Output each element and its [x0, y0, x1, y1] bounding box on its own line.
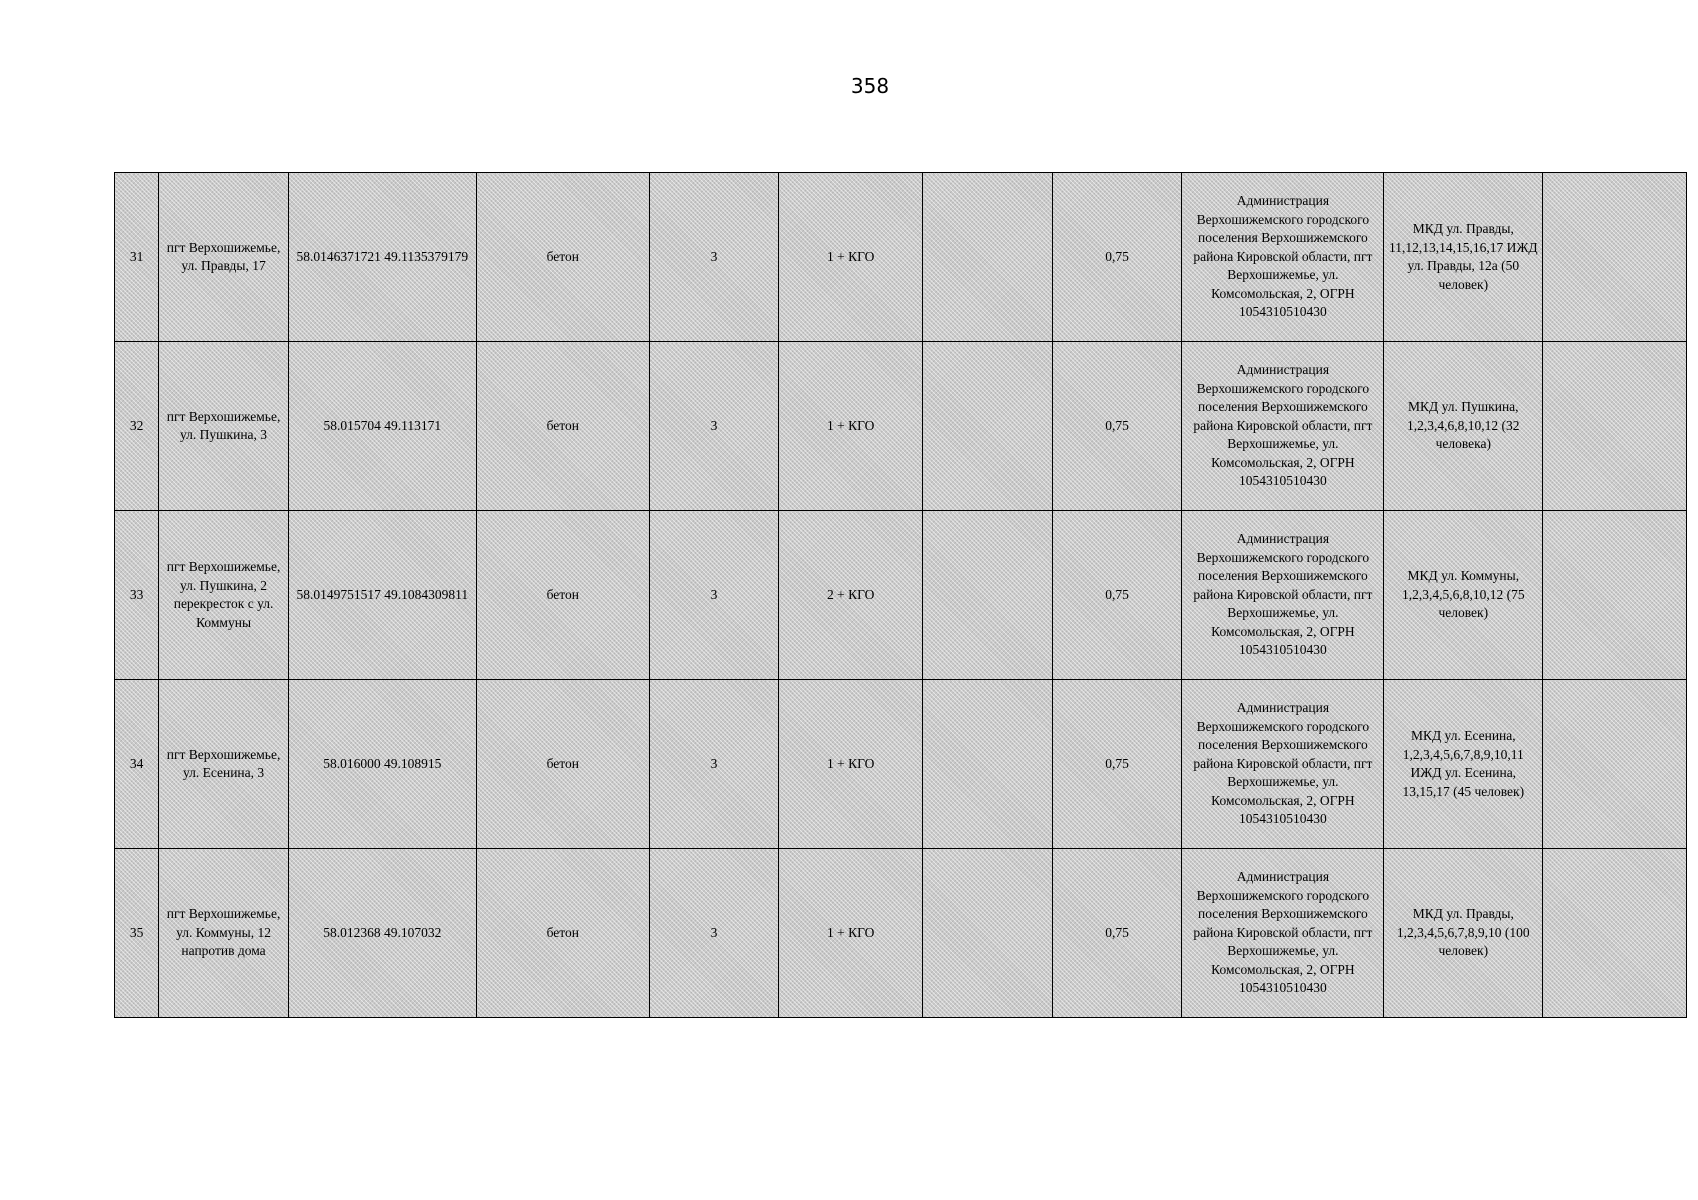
cell-volume: 0,75: [1052, 511, 1182, 680]
cell-volume: 0,75: [1052, 849, 1182, 1018]
cell-containers: 2 + КГО: [779, 511, 923, 680]
cell-address: пгт Верхошижемье, ул. Пушкина, 2 перекресток с ул. Коммуны: [159, 511, 289, 680]
cell-containers: 1 + КГО: [779, 173, 923, 342]
table-row: [115, 173, 1687, 342]
cell-surface: бетон: [476, 173, 649, 342]
cell-coordinates: 58.015704 49.113171: [288, 342, 476, 511]
cell-owner: Администрация Верхошижемского городского поселения Верхошижемского района Кировской области, пгт Верхошижемье, ул. Комсомольская, 2, ОГРН 1054310510430: [1182, 680, 1384, 849]
cell-empty: [923, 849, 1053, 1018]
cell-empty: [923, 173, 1053, 342]
cell-area: 3: [649, 173, 779, 342]
cell-area: 3: [649, 680, 779, 849]
cell-empty: [923, 680, 1053, 849]
page-number: 358: [850, 74, 890, 98]
cell-volume: 0,75: [1052, 680, 1182, 849]
cell-number: 33: [115, 511, 159, 680]
cell-waste-sources: МКД ул. Правды, 11,12,13,14,15,16,17 ИЖД ул. Правды, 12а (50 человек): [1384, 173, 1543, 342]
cell-owner: Администрация Верхошижемского городского поселения Верхошижемского района Кировской области, пгт Верхошижемье, ул. Комсомольская, 2, ОГРН 1054310510430: [1182, 173, 1384, 342]
table-row: [115, 680, 1687, 849]
cell-address: пгт Верхошижемье, ул. Правды, 17: [159, 173, 289, 342]
cell-extra: [1543, 342, 1687, 511]
cell-coordinates: 58.012368 49.107032: [288, 849, 476, 1018]
cell-empty: [923, 342, 1053, 511]
cell-number: 32: [115, 342, 159, 511]
cell-containers: 1 + КГО: [779, 342, 923, 511]
cell-containers: 1 + КГО: [779, 849, 923, 1018]
cell-area: 3: [649, 342, 779, 511]
cell-waste-sources: МКД ул. Пушкина, 1,2,3,4,6,8,10,12 (32 человека): [1384, 342, 1543, 511]
cell-waste-sources: МКД ул. Коммуны, 1,2,3,4,5,6,8,10,12 (75 человек): [1384, 511, 1543, 680]
cell-extra: [1543, 849, 1687, 1018]
cell-number: 35: [115, 849, 159, 1018]
table-row: [115, 511, 1687, 680]
cell-surface: бетон: [476, 342, 649, 511]
cell-address: пгт Верхошижемье, ул. Пушкина, 3: [159, 342, 289, 511]
table-row: [115, 849, 1687, 1018]
cell-owner: Администрация Верхошижемского городского поселения Верхошижемского района Кировской области, пгт Верхошижемье, ул. Комсомольская, 2, ОГРН 1054310510430: [1182, 342, 1384, 511]
waste-sites-table: [114, 172, 1687, 1018]
cell-number: 34: [115, 680, 159, 849]
cell-waste-sources: МКД ул. Есенина, 1,2,3,4,5,6,7,8,9,10,11 ИЖД ул. Есенина, 13,15,17 (45 человек): [1384, 680, 1543, 849]
cell-coordinates: 58.0146371721 49.1135379179: [288, 173, 476, 342]
cell-extra: [1543, 173, 1687, 342]
cell-waste-sources: МКД ул. Правды, 1,2,3,4,5,6,7,8,9,10 (100 человек): [1384, 849, 1543, 1018]
cell-coordinates: 58.016000 49.108915: [288, 680, 476, 849]
cell-address: пгт Верхошижемье, ул. Коммуны, 12 напротив дома: [159, 849, 289, 1018]
cell-owner: Администрация Верхошижемского городского поселения Верхошижемского района Кировской области, пгт Верхошижемье, ул. Комсомольская, 2, ОГРН 1054310510430: [1182, 511, 1384, 680]
cell-empty: [923, 511, 1053, 680]
cell-containers: 1 + КГО: [779, 680, 923, 849]
cell-coordinates: 58.0149751517 49.1084309811: [288, 511, 476, 680]
cell-surface: бетон: [476, 680, 649, 849]
cell-extra: [1543, 511, 1687, 680]
cell-address: пгт Верхошижемье, ул. Есенина, 3: [159, 680, 289, 849]
cell-surface: бетон: [476, 849, 649, 1018]
cell-surface: бетон: [476, 511, 649, 680]
cell-volume: 0,75: [1052, 173, 1182, 342]
cell-extra: [1543, 680, 1687, 849]
cell-owner: Администрация Верхошижемского городского поселения Верхошижемского района Кировской области, пгт Верхошижемье, ул. Комсомольская, 2, ОГРН 1054310510430: [1182, 849, 1384, 1018]
cell-area: 3: [649, 511, 779, 680]
cell-area: 3: [649, 849, 779, 1018]
cell-volume: 0,75: [1052, 342, 1182, 511]
table-row: [115, 342, 1687, 511]
cell-number: 31: [115, 173, 159, 342]
